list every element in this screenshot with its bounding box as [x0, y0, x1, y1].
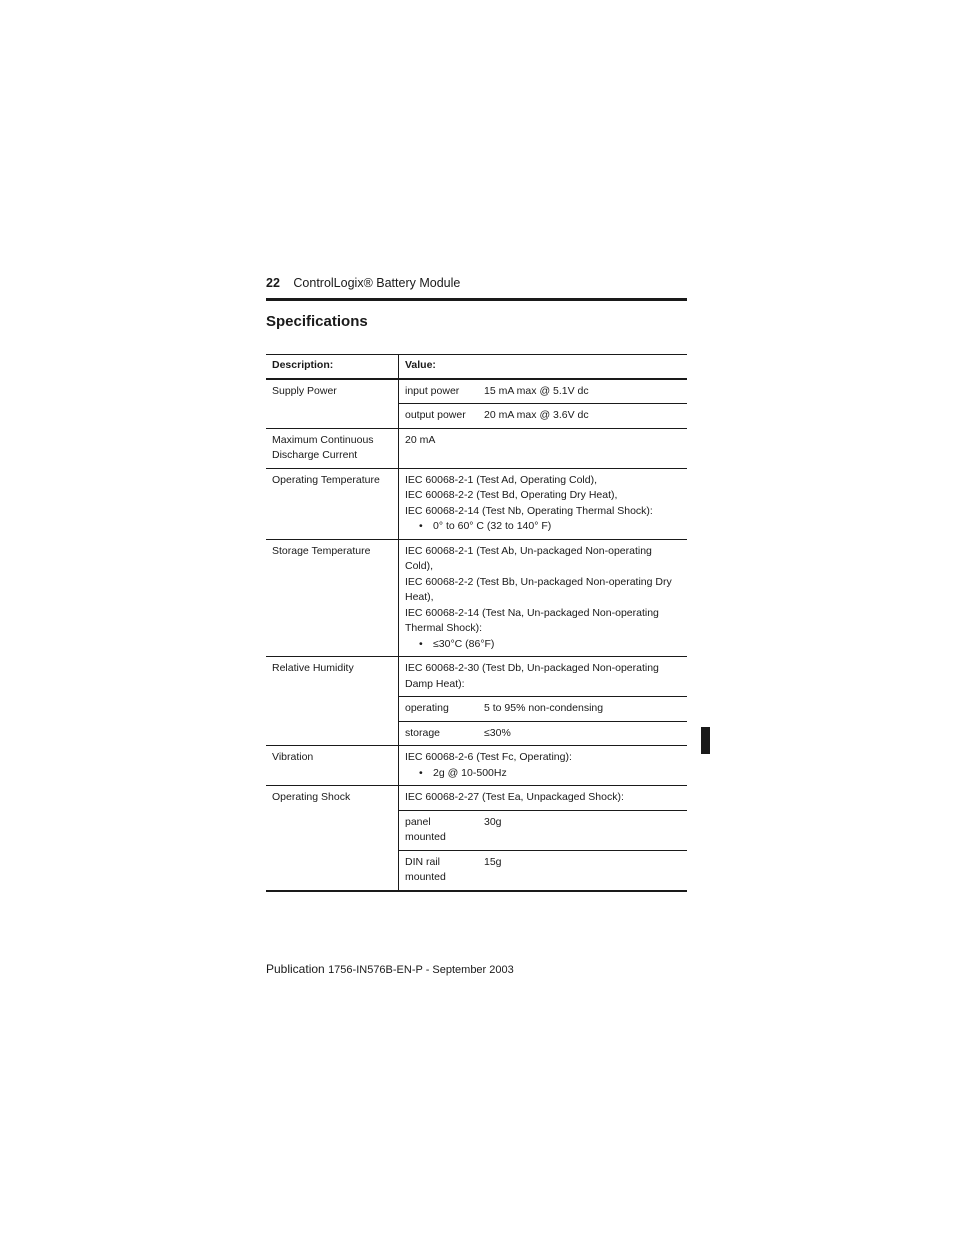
- value-line: IEC 60068-2-1 (Test Ab, Un-packaged Non-operating Cold),: [405, 544, 652, 572]
- bullet-list: [405, 766, 681, 782]
- row-value: 20 mA: [399, 428, 688, 468]
- row-description: Storage Temperature: [266, 539, 399, 657]
- row-value: IEC 60068-2-30 (Test Db, Un-packaged Non-operating Damp Heat):: [399, 657, 688, 697]
- publication-id: 1756-IN576B-EN-P - September 2003: [328, 964, 514, 976]
- value-line: IEC 60068-2-14 (Test Na, Un-packaged Non-operating Thermal Shock):: [405, 606, 659, 634]
- value-key: DIN rail mounted: [405, 855, 446, 883]
- chapter-thumb-tab: [701, 727, 710, 754]
- table-row-discharge-current: [266, 428, 687, 468]
- row-value: IEC 60068-2-27 (Test Ea, Unpackaged Shock):: [399, 786, 688, 811]
- column-header-description: Description:: [266, 355, 399, 379]
- bullet-item: • 0° to 60° C (32 to 140° F): [433, 519, 681, 535]
- footer-label: Publication: [266, 962, 325, 976]
- row-description: Relative Humidity: [266, 657, 399, 746]
- row-description: Operating Temperature: [266, 468, 399, 539]
- row-value: [399, 850, 688, 891]
- value-text: 15 mA max @ 5.1V dc: [484, 384, 589, 397]
- row-description: Vibration: [266, 746, 399, 786]
- value-key: operating: [405, 702, 449, 714]
- bullet-list: [405, 519, 681, 535]
- bullet-list: [405, 637, 681, 653]
- row-value: [399, 721, 688, 746]
- table-row-operating-temperature: [266, 468, 687, 539]
- section-title: Specifications: [266, 313, 368, 330]
- value-line: IEC 60068-2-14 (Test Nb, Operating Thermal Shock):: [405, 504, 653, 517]
- bullet-item: • 2g @ 10-500Hz: [433, 766, 681, 782]
- table-row-storage-temperature: [266, 539, 687, 657]
- value-text: ≤30%: [484, 726, 511, 739]
- row-description: Operating Shock: [266, 786, 399, 891]
- value-key: input power: [405, 384, 460, 397]
- value-key: panel mounted: [405, 815, 446, 843]
- value-line: IEC 60068-2-2 (Test Bd, Operating Dry Heat),: [405, 489, 618, 501]
- column-header-value: Value:: [399, 355, 688, 379]
- row-value: [399, 404, 688, 429]
- row-value: [399, 697, 688, 722]
- header-rule: [266, 298, 687, 301]
- bullet-item: • ≤30°C (86°F): [433, 637, 681, 653]
- running-title: ControlLogix® Battery Module: [293, 276, 461, 290]
- page-number: 22: [266, 276, 280, 290]
- value-text: 15g: [484, 855, 502, 868]
- row-value: [399, 379, 688, 404]
- row-value: [399, 810, 688, 850]
- page-header: [266, 276, 687, 290]
- specifications-table: [266, 354, 687, 892]
- value-line: IEC 60068-2-6 (Test Fc, Operating):: [405, 751, 572, 763]
- table-row-operating-shock: [266, 786, 687, 811]
- value-text: 30g: [484, 815, 502, 828]
- page-footer: [266, 962, 514, 976]
- row-value: [399, 539, 688, 657]
- value-key: storage: [405, 726, 441, 739]
- value-line: IEC 60068-2-1 (Test Ad, Operating Cold),: [405, 473, 598, 486]
- value-text: 20 mA max @ 3.6V dc: [484, 409, 589, 421]
- row-description: Supply Power: [266, 379, 399, 429]
- row-value: [399, 746, 688, 786]
- value-key: output power: [405, 409, 466, 421]
- table-row-supply-power: [266, 379, 687, 404]
- row-description: Maximum Continuous Discharge Current: [266, 428, 399, 468]
- table-row-relative-humidity: [266, 657, 687, 697]
- row-value: [399, 468, 688, 539]
- table-header-row: [266, 355, 687, 379]
- value-line: IEC 60068-2-2 (Test Bb, Un-packaged Non-operating Dry Heat),: [405, 575, 672, 603]
- table-row-vibration: [266, 746, 687, 786]
- value-text: 5 to 95% non-condensing: [484, 702, 604, 714]
